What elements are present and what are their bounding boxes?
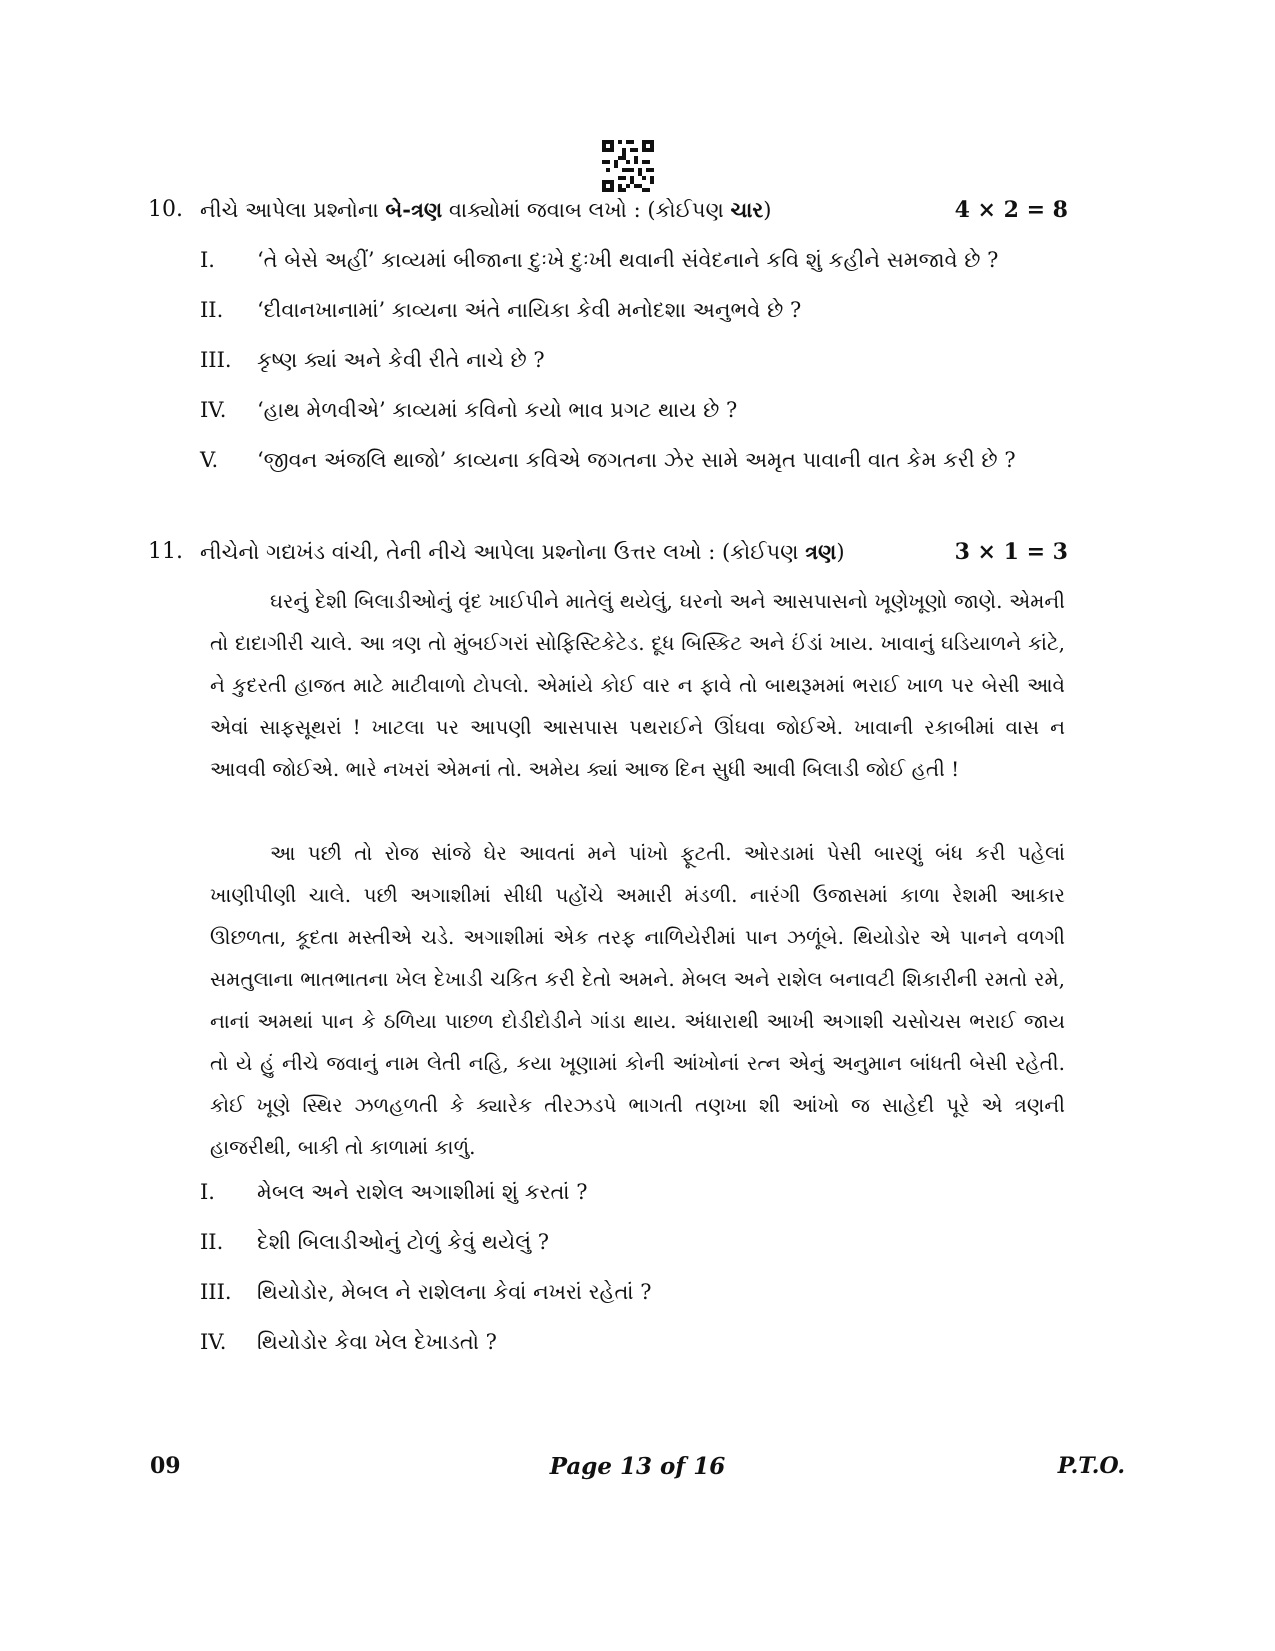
paper-code: 09 — [150, 1453, 181, 1479]
q10-item-2-roman: II. — [200, 298, 224, 322]
q10-item-5-roman: V. — [200, 448, 219, 472]
q10-instr-bold: બે-ત્રણ — [385, 197, 443, 222]
question-11-instruction — [200, 538, 845, 566]
qr-code-icon — [602, 140, 654, 192]
question-10-number: 10. — [148, 197, 183, 222]
q10-instr-pre: નીચે આપેલા પ્રશ્નોના — [200, 198, 386, 222]
q10-item-1-text: ‘તે બેસે અહીં’ કાવ્યમાં બીજાના દુઃખે દુઃખી થવાની સંવેદનાને કવિ શું કહીને સમજાવે છે ? — [257, 248, 999, 272]
q10-item-5-text: ‘જીવન અંજલિ થાજો’ કાવ્યના કવિએ જગતના ઝેર સામે અમૃત પાવાની વાત કેમ કરી છે ? — [257, 448, 1016, 472]
question-10-instruction — [200, 196, 771, 224]
q10-item-3-roman: III. — [200, 348, 232, 372]
page-number: Page 13 of 16 — [549, 1453, 726, 1480]
q11-item-3-text: થિયોડોર, મેબલ ને રાશેલના કેવાં નખરાં રહેતાં ? — [257, 1280, 652, 1304]
q11-item-4-text: થિયોડોર કેવા ખેલ દેખાડતો ? — [257, 1330, 497, 1354]
q11-item-1-text: મેબલ અને રાશેલ અગાશીમાં શું કરતાં ? — [257, 1180, 588, 1204]
q11-item-2-text: દેશી બિલાડીઓનું ટોળું કેવું થયેલું ? — [257, 1230, 550, 1254]
q10-item-4-roman: IV. — [200, 398, 227, 422]
q11-instr-pre: નીચેનો ગદ્યખંડ વાંચી, તેની નીચે આપેલા પ્રશ્નોના ઉત્તર લખો : (કોઈપણ — [200, 540, 806, 564]
q10-item-3-text: કૃષ્ણ ક્યાં અને કેવી રીતે નાચે છે ? — [257, 348, 545, 372]
q10-item-1-roman: I. — [200, 248, 215, 272]
q10-instr-mid: વાક્યોમાં જવાબ લખો : (કોઈપણ — [442, 198, 731, 222]
q11-item-1-roman: I. — [200, 1180, 215, 1204]
q10-instr-post: ) — [763, 198, 772, 222]
passage-paragraph-2: આ પછી તો રોજ સાંજે ઘેર આવતાં મને પાંખો ફૂટતી. ઓરડામાં પેસી બારણું બંધ કરી પહેલાં ખાણીપીણી ચાલે. પછી અગાશીમાં સીધી પહોંચે અમારી મંડળી. નારંગી ઉજાસમાં કાળા રેશમી આકાર ઊછળતા, કૂદતા મસ્તીએ ચડે. અગાશીમાં એક તરફ નાળિયેરીમાં પાન ઝળૂંબે. થિયોડોર એ પાનને વળગી સમતુલાના ભાતભાતના ખેલ દેખાડી ચકિત કરી દેતો અમને. મેબલ અને રાશેલ બનાવટી શિકારીની રમતો રમે, નાનાં અમથાં પાન કે ઠળિયા પાછળ દોડીદોડીને ગાંડા થાય. અંધારાથી આખી અગાશી ચસોચસ ભરાઈ જાય તો યે હું નીચે જવાનું નામ લેતી નહિ, કયા ખૂણામાં કોની આંખોનાં રત્ન એનું અનુમાન બાંધતી બેસી રહેતી. કોઈ ખૂણે સ્થિર ઝળહળતી કે ક્યારેક તીરઝડપે ભાગતી તણખા શી આંખો જ સાહેદી પૂરે એ ત્રણની હાજરીથી, બાકી તો કાળામાં કાળું. — [210, 841, 1065, 1159]
q11-item-3-roman: III. — [200, 1280, 232, 1304]
q10-instr-bold2: ચાર — [730, 197, 764, 222]
q11-item-4-roman: IV. — [200, 1330, 227, 1354]
q10-item-4-text: ‘હાથ મેળવીએ’ કાવ્યમાં કવિનો કયો ભાવ પ્રગટ થાય છે ? — [257, 398, 738, 422]
q11-instr-bold: ત્રણ — [805, 539, 837, 564]
question-11-marks: 3 × 1 = 3 — [954, 539, 1068, 565]
passage-paragraph-1: ઘરનું દેશી બિલાડીઓનું વૃંદ ખાઈપીને માતેલું થયેલું, ઘરનો અને આસપાસનો ખૂણેખૂણો જાણે. એમની તો દાદાગીરી ચાલે. આ ત્રણ તો મુંબઈગરાં સોફિસ્ટિકેટેડ. દૂધ બિસ્કિટ અને ઈંડાં ખાય. ખાવાનું ઘડિયાળને કાંટે, ને કુદરતી હાજત માટે માટીવાળો ટોપલો. એમાંયે કોઈ વાર ન ફાવે તો બાથરૂમમાં ભરાઈ ખાળ પર બેસી આવે એવાં સાફસૂથરાં ! ખાટલા પર આપણી આસપાસ પથરાઈને ઊંઘવા જોઈએ. ખાવાની રકાબીમાં વાસ ન આવવી જોઈએ. ભારે નખરાં એમનાં તો. અમેય ક્યાં આજ દિન સુધી આવી બિલાડી જોઈ હતી ! — [210, 589, 1065, 781]
please-turn-over: P.T.O. — [1057, 1453, 1125, 1479]
q11-instr-post: ) — [836, 540, 845, 564]
question-10-marks: 4 × 2 = 8 — [954, 197, 1068, 223]
q11-item-2-roman: II. — [200, 1230, 224, 1254]
question-11-number: 11. — [148, 539, 183, 564]
q10-item-2-text: ‘દીવાનખાનામાં’ કાવ્યના અંતે નાયિકા કેવી મનોદશા અનુભવે છે ? — [257, 298, 802, 322]
